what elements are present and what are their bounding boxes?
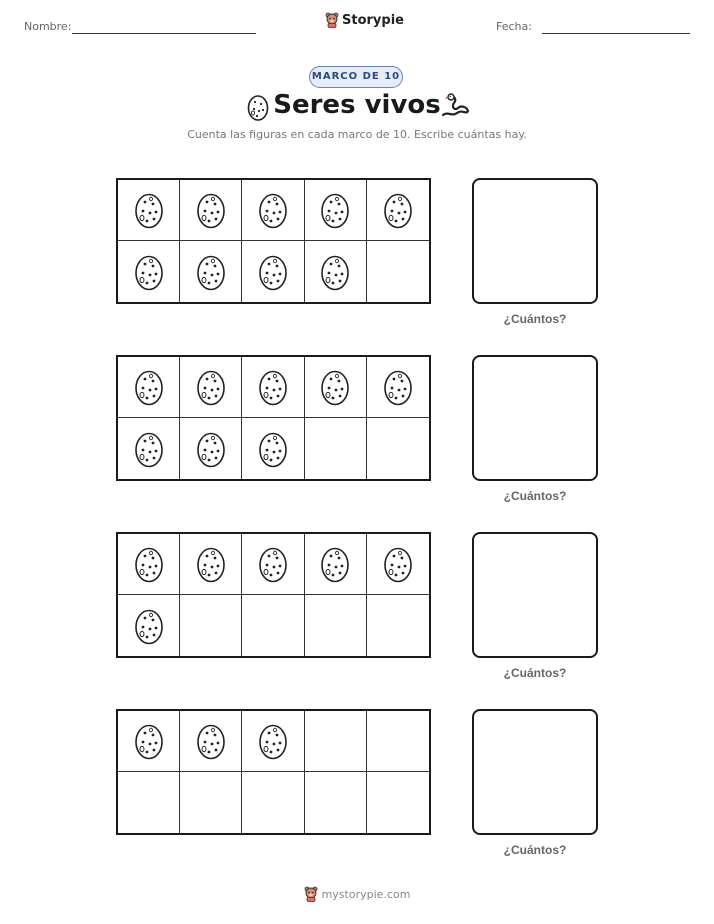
frame-cell bbox=[305, 534, 367, 595]
date-label: Fecha: bbox=[496, 20, 532, 33]
egg-icon bbox=[257, 253, 289, 291]
frame-cell bbox=[367, 180, 429, 241]
frame-cell bbox=[367, 595, 429, 656]
frame-cell bbox=[118, 180, 180, 241]
footer-url: mystorypie.com bbox=[321, 887, 411, 901]
egg-icon bbox=[382, 545, 414, 583]
egg-icon bbox=[319, 545, 351, 583]
frame-cell bbox=[118, 534, 180, 595]
frame-cell bbox=[242, 241, 304, 302]
frame-cell bbox=[180, 357, 242, 418]
egg-icon bbox=[382, 368, 414, 406]
frame-cell bbox=[118, 772, 180, 833]
footer bbox=[0, 886, 714, 902]
answer-box[interactable] bbox=[472, 532, 598, 658]
egg-icon bbox=[319, 368, 351, 406]
frame-cell bbox=[242, 418, 304, 479]
egg-icon bbox=[195, 191, 227, 229]
egg-icon bbox=[133, 607, 165, 645]
frame-cell bbox=[180, 180, 242, 241]
answer-label: ¿Cuántos? bbox=[503, 489, 567, 503]
egg-icon bbox=[195, 253, 227, 291]
frame-cell bbox=[118, 357, 180, 418]
frame-cell bbox=[367, 534, 429, 595]
name-label: Nombre: bbox=[24, 20, 72, 33]
instructions: Cuenta las figuras en cada marco de 10. Escribe cuántas hay. bbox=[187, 128, 527, 141]
egg-icon bbox=[195, 368, 227, 406]
ten-frame bbox=[116, 178, 431, 304]
frame-cell bbox=[367, 357, 429, 418]
egg-icon bbox=[257, 191, 289, 229]
category-badge: MARCO DE 10 bbox=[309, 66, 403, 88]
answer-label: ¿Cuántos? bbox=[503, 843, 567, 857]
egg-icon bbox=[133, 191, 165, 229]
snake-icon bbox=[440, 93, 470, 119]
frame-cell bbox=[305, 180, 367, 241]
frame-cell bbox=[305, 418, 367, 479]
frame-cell bbox=[305, 357, 367, 418]
frame-cell bbox=[305, 241, 367, 302]
egg-icon bbox=[133, 430, 165, 468]
frame-cell bbox=[367, 711, 429, 772]
frame-cell bbox=[180, 534, 242, 595]
egg-icon bbox=[133, 368, 165, 406]
bear-mascot-icon bbox=[325, 12, 339, 28]
answer-label: ¿Cuántos? bbox=[503, 312, 567, 326]
egg-icon bbox=[133, 722, 165, 760]
answer-box[interactable] bbox=[472, 355, 598, 481]
storypie-logo bbox=[325, 12, 404, 28]
frame-cell bbox=[118, 241, 180, 302]
egg-icon bbox=[257, 722, 289, 760]
ten-frame bbox=[116, 355, 431, 481]
egg-icon bbox=[319, 253, 351, 291]
egg-icon bbox=[195, 430, 227, 468]
frame-cell bbox=[242, 357, 304, 418]
egg-icon bbox=[382, 191, 414, 229]
frame-cell bbox=[367, 241, 429, 302]
frame-cell bbox=[242, 772, 304, 833]
frame-cell bbox=[118, 418, 180, 479]
ten-frame bbox=[116, 709, 431, 835]
frame-cell bbox=[180, 772, 242, 833]
frame-cell bbox=[118, 595, 180, 656]
answer-label: ¿Cuántos? bbox=[503, 666, 567, 680]
logo-text: Storypie bbox=[342, 12, 404, 28]
frame-cell bbox=[305, 711, 367, 772]
egg-icon bbox=[257, 545, 289, 583]
frame-cell bbox=[305, 595, 367, 656]
frame-cell bbox=[180, 241, 242, 302]
answer-box[interactable] bbox=[472, 178, 598, 304]
frame-cell bbox=[180, 418, 242, 479]
egg-icon bbox=[133, 253, 165, 291]
name-line[interactable] bbox=[72, 33, 256, 34]
frame-cell bbox=[367, 772, 429, 833]
page-title: Seres vivos bbox=[273, 90, 441, 120]
egg-icon bbox=[133, 545, 165, 583]
ten-frame bbox=[116, 532, 431, 658]
bear-mascot-icon bbox=[304, 886, 318, 902]
egg-icon bbox=[257, 430, 289, 468]
frame-cell bbox=[367, 418, 429, 479]
egg-icon bbox=[195, 545, 227, 583]
frame-cell bbox=[242, 711, 304, 772]
frame-cell bbox=[118, 711, 180, 772]
date-line[interactable] bbox=[542, 33, 690, 34]
answer-box[interactable] bbox=[472, 709, 598, 835]
frame-cell bbox=[180, 595, 242, 656]
frame-cell bbox=[180, 711, 242, 772]
egg-icon bbox=[257, 368, 289, 406]
egg-icon bbox=[195, 722, 227, 760]
frame-cell bbox=[242, 180, 304, 241]
frame-cell bbox=[242, 534, 304, 595]
frame-cell bbox=[305, 772, 367, 833]
frame-cell bbox=[242, 595, 304, 656]
egg-icon bbox=[319, 191, 351, 229]
